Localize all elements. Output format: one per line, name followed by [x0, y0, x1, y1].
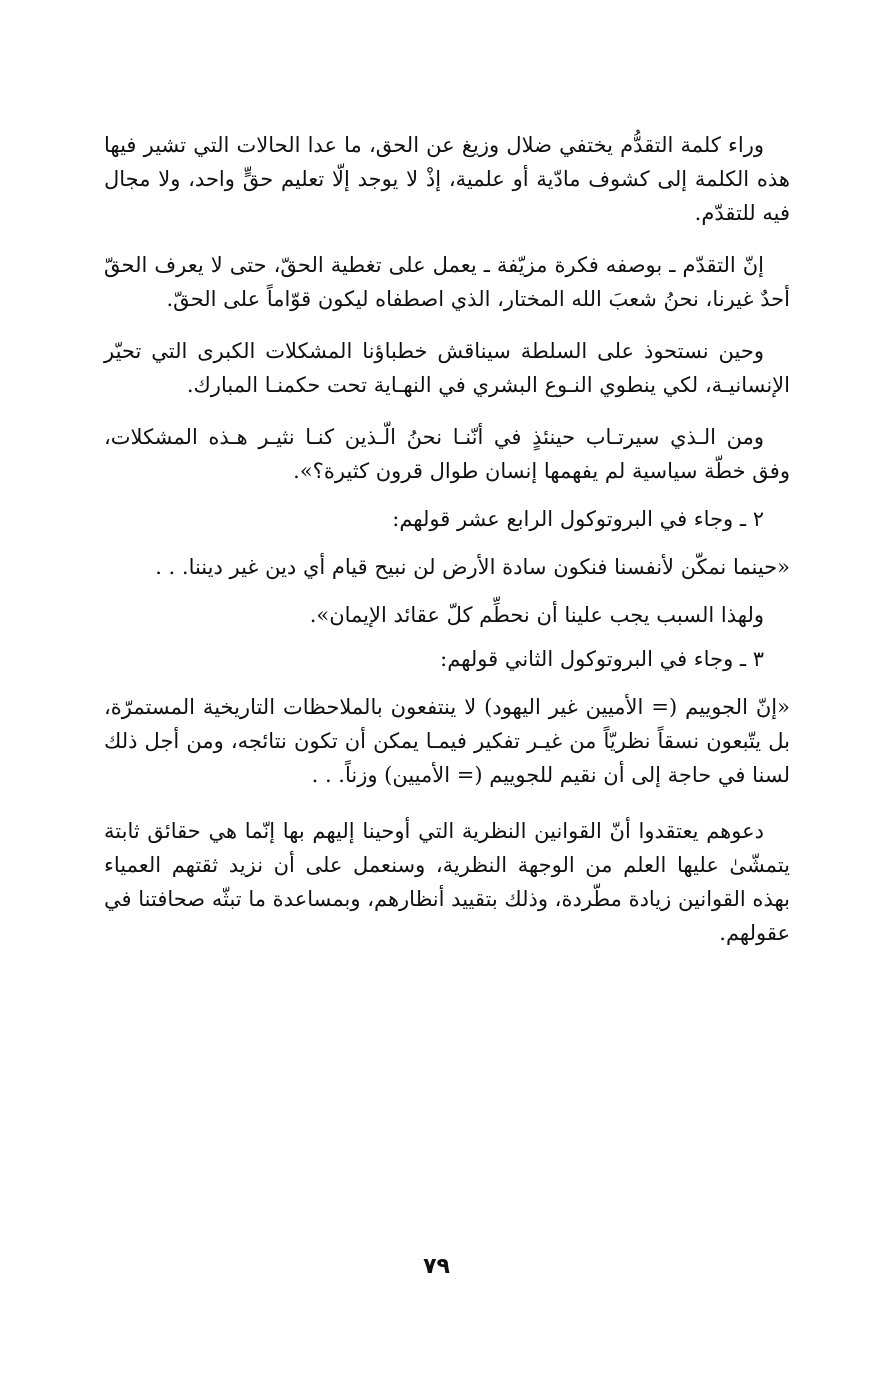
quote-protocol-14-continued: ولهذا السبب يجب علينا أن نحطِّم كلّ عقائد الإيمان».	[309, 603, 764, 627]
page-number: ٧٩	[423, 1254, 450, 1279]
section-heading-protocol-2: ٣ ـ وجاء في البروتوكول الثاني قولهم:	[440, 647, 764, 671]
page-body	[104, 128, 790, 950]
paragraph-who-will-doubt: ومن الـذي سيرتـاب حينئذٍ في أنّنـا نحنُ الّـذين كنـا نثيـر هـذه المشكلات، وفق خطّة سياسية لم يفهمها إنسان طوال قرون كثيرة؟».	[104, 425, 790, 483]
paragraph-let-them-believe: دعوهم يعتقدوا أنّ القوانين النظرية التي أوحينا إليهم بها إنّما هي حقائق ثابتة يتمشّىٰ عليها العلم من الوجهة النظرية، وسنعمل على أن نزيد ثقتهم العمياء بهذه القوانين زيادة مطّردة، وذلك بتقييد أنظارهم، وبمساعدة ما تبثّه صحافتنا في عقولهم.	[104, 819, 790, 945]
quote-protocol-14: «حينما نمكّن لأنفسنا فنكون سادة الأرض لن نبيح قيام أي دين غير ديننا. . .	[155, 555, 790, 579]
paragraph-progress-falsehood: وراء كلمة التقدُّم يختفي ضلال وزيغ عن الحق، ما عدا الحالات التي تشير فيها هذه الكلمة إلى كشوف مادّية أو علمية، إذْ لا يوجد إلّا تعليم حقٍّ واحد، ولا مجال فيه للتقدّم.	[104, 133, 790, 225]
paragraph-seize-power: وحين نستحوذ على السلطة سيناقش خطباؤنا المشكلات الكبرى التي تحيّر الإنسانيـة، لكي ينطوي النـوع البشري في النهـاية تحت حكمنـا المبارك.	[104, 339, 790, 397]
quote-protocol-2: «إنّ الجوييم (= الأميين غير اليهود) لا ينتفعون بالملاحظات التاريخية المستمرّة، بل يتّبعون نسقاً نظريّاً من غيـر تفكير فيمـا يمكن أن تكون نتائجه، ومن أجل ذلك لسنا في حاجة إلى أن نقيم للجوييم (= الأميين) وزناً. . .	[104, 695, 790, 787]
section-heading-protocol-14: ٢ ـ وجاء في البروتوكول الرابع عشر قولهم:	[392, 507, 764, 531]
paragraph-progress-cover: إنّ التقدّم ـ بوصفه فكرة مزيّفة ـ يعمل على تغطية الحقّ، حتى لا يعرف الحقّ أحدٌ غيرنا، نحنُ شعبَ الله المختار، الذي اصطفاه ليكون قوّاماً على الحقّ.	[104, 253, 790, 311]
